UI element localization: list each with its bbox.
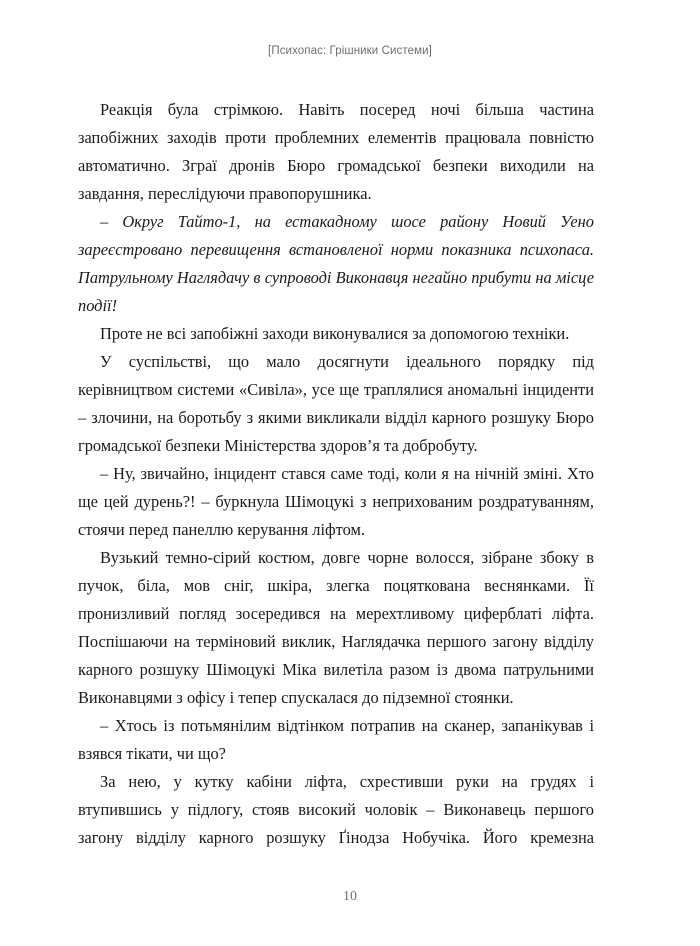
running-head: [Психопас: Грішники Системи] [268,45,432,57]
paragraph-italic-dispatch: – Округ Тайто-1, на естакадному шосе району Новий Уено зареєстровано перевищення встановленої норми показника психопаса. Патрульному Наглядачу в супроводі Виконавця негайно прибути на місце події! [78,212,594,315]
paragraph-dialogue: – Хтось із потьмянілим відтінком потрапив на сканер, запанікував і взявся тікати, чи що? [78,716,594,763]
paragraph: Вузький темно-сірий костюм, довге чорне волосся, зібране збоку в пучок, біла, мов сніг, шкіра, злегка поцяткована веснянками. Її пронизливий погляд зосередився на мерехтливому циферблаті ліфта. Поспішаючи на терміновий виклик, Наглядачка першого загону відділу карного розшуку Шімоцукі Міка вилетіла разом із двома патрульними Виконавцями з офісу і тепер спускалася до підземної стоянки. [78,548,594,707]
paragraph-dialogue: – Ну, звичайно, інцидент стався саме тоді, коли я на нічній зміні. Хто ще цей дурень?! – буркнула Шімоцукі з неприхованим роздратуванням, стоячи перед панеллю керування ліфтом. [78,464,594,539]
body-text-column [78,96,594,852]
page-number: 10 [343,889,357,904]
paragraph: У суспільстві, що мало досягнути ідеального порядку під керівництвом системи «Сивіла», усе ще траплялися аномальні інциденти – злочини, на боротьбу з якими викликали відділ карного розшуку Бюро громадської безпеки Міністерства здоров’я та добробуту. [78,352,594,455]
paragraph: Реакція була стрімкою. Навіть посеред ночі більша частина запобіжних заходів проти проблемних елементів працювала повністю автоматично. Зграї дронів Бюро громадської безпеки виходили на завдання, переслідуючи правопорушника. [78,100,594,203]
paragraph: Проте не всі запобіжні заходи виконувалися за допомогою техніки. [100,324,570,343]
paragraph: За нею, у кутку кабіни ліфта, схрестивши руки на грудях і втупившись у підлогу, стояв високий чоловік – Виконавець першого загону відділу карного розшуку Ґінодза Нобучіка. Його кремезна [78,772,594,847]
